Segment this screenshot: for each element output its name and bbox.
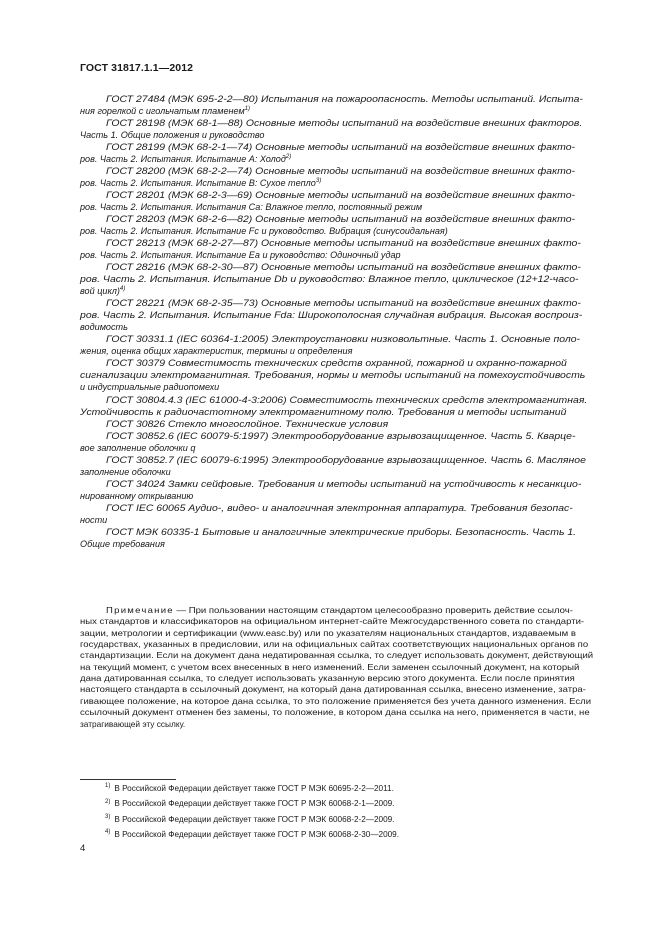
note-line [80, 628, 576, 639]
footnote-separator [80, 779, 176, 780]
note-text: ссылочный документ отменен без замены, то положение, в котором дана ссылка на него, применяется в части, не [80, 707, 590, 718]
reference-line [80, 201, 422, 213]
footnote [105, 798, 394, 809]
note-line [80, 707, 590, 718]
reference-text: ГОСТ IEC 60065 Аудио-, видео- и аналогичная электронная аппаратура. Требования безопас- [106, 502, 573, 513]
reference-text: ров. Часть 2. Испытания. Испытание А: Холод [80, 154, 286, 165]
note-line [80, 719, 185, 730]
reference-line [80, 321, 128, 333]
note-line [80, 639, 588, 650]
footnote-text: В Российской Федерации действует также ГОСТ Р МЭК 60068-2-1—2009. [114, 799, 395, 809]
reference-text: ГОСТ 30804.4.3 (IEC 61000-4-3:2006) Совместимость технических средств электромагнитная. [106, 394, 588, 405]
reference-line [106, 502, 573, 514]
reference-line [80, 285, 125, 297]
reference-text: ГОСТ 30379 Совместимость технических средств охранной, пожарной и охранно-пожарной [106, 358, 567, 369]
reference-line [80, 442, 195, 454]
footnote-text: В Российской Федерации действует также ГОСТ Р МЭК 60068-2-30—2009. [114, 829, 400, 839]
note-text: настоящего стандарта в ссылочный документ, на который дана датированная ссылка, внесено изменение, затра- [80, 684, 586, 695]
reference-line [80, 514, 107, 526]
reference-text: ГОСТ 28203 (МЭК 68-2-6—82) Основные методы испытаний на воздействие внешних факто- [106, 214, 576, 225]
reference-line [80, 309, 582, 321]
reference-text: ГОСТ 28200 (МЭК 68-2-2—74) Основные методы испытаний на воздействие внешних факто- [106, 166, 576, 177]
footnote-mark: 4) [105, 829, 111, 836]
page-number: 4 [80, 843, 86, 854]
footnote-mark: 4) [119, 286, 126, 293]
footnote-mark: 2) [285, 154, 292, 161]
note-text: гивающее положение, на которое дана ссылка, то это положение применяется без учета данного изменения. Если [80, 695, 592, 706]
footnote-mark: 1) [105, 783, 111, 790]
footnote [105, 814, 394, 825]
reference-text: жения, оценка общих характеристик, термины и определения [80, 346, 353, 357]
note-label: Примечание [106, 605, 174, 615]
reference-line [106, 357, 567, 369]
reference-text: ния горелкой с игольчатым пламенем [80, 106, 245, 117]
footnote-mark: 2) [105, 798, 111, 805]
reference-line [80, 153, 291, 165]
reference-line [106, 526, 576, 538]
reference-text: ГОСТ 34024 Замки сейфовые. Требования и методы испытаний на устойчивость к несанкцио- [106, 478, 582, 489]
reference-line [106, 478, 581, 490]
reference-line [106, 430, 575, 442]
footnote-text: В Российской Федерации действует также ГОСТ Р МЭК 60068-2-2—2009. [114, 814, 395, 824]
reference-line [106, 237, 581, 249]
reference-text: ров. Часть 2. Испытания. Испытание Db и руководство: Влажное тепло, циклическое (12+12-часо- [80, 274, 579, 285]
note-text: — При пользовании настоящим стандартом целесообразно проверить действие ссылоч- [173, 605, 573, 615]
note-text: стандартизации. Если на документ дана недатированная ссылка, то следует использовать документ, действующий [80, 650, 594, 661]
reference-line [80, 225, 448, 237]
reference-line [80, 345, 352, 357]
reference-text: вое заполнение оболочки q [80, 442, 196, 453]
reference-line [106, 261, 581, 273]
reference-line [106, 213, 575, 225]
reference-text: ров. Часть 2. Испытания. Испытание Fda: Широкополосная случайная вибрация. Высокая воспроиз- [80, 310, 583, 321]
reference-line [106, 454, 586, 466]
note-text: государствах, указанных в предисловии, или на официальных сайтах соответствующих национальных органов по [80, 639, 589, 650]
reference-line [80, 490, 193, 502]
note-line [80, 696, 591, 707]
reference-text: сигнализации электромагнитная. Требования, нормы и методы испытаний на помехоустойчивость [80, 370, 586, 381]
reference-text: ГОСТ 28216 (МЭК 68-2-30—87) Основные методы испытаний на воздействие внешних факто- [106, 262, 581, 273]
reference-text: ГОСТ 28221 (МЭК 68-2-35—73) Основные методы испытаний на воздействие внешних факто- [106, 298, 581, 309]
reference-text: ГОСТ 28201 (МЭК 68-2-3—69) Основные методы испытаний на воздействие внешних факто- [106, 190, 576, 201]
note-line [80, 684, 586, 695]
footnote-mark: 3) [315, 178, 322, 185]
reference-text: Общие требования [80, 538, 165, 549]
reference-text: ГОСТ 28213 (МЭК 68-2-27—87) Основные методы испытаний на воздействие внешних факто- [106, 238, 581, 249]
reference-line [80, 177, 321, 189]
reference-text: ров. Часть 2. Испытания. Испытание В: Сухое тепло [80, 178, 316, 189]
reference-text: и индустриальные радиопомехи [80, 382, 220, 393]
reference-text: Часть 1. Общие положения и руководство [80, 130, 265, 141]
footnote-mark: 1) [244, 105, 251, 112]
reference-text: ГОСТ 30331.1 (IEC 60364-1:2005) Электроустановки низковольтные. Часть 1. Основные поло- [106, 334, 581, 345]
reference-line [106, 141, 575, 153]
reference-line [106, 117, 582, 129]
note-line [106, 605, 573, 616]
reference-text: ров. Часть 2. Испытания. Испытание Еа и руководство: Одиночный удар [80, 250, 401, 261]
reference-text: водимость [80, 322, 128, 333]
reference-text: Устойчивость к радиочастотному электромагнитному полю. Требования и методы испытаний [80, 406, 567, 417]
reference-text: ГОСТ 30852.6 (IEC 60079-5:1997) Электрооборудование взрывозащищенное. Часть 5. Кварце- [106, 430, 576, 441]
reference-text: ГОСТ 30852.7 (IEC 60079-6:1995) Электрооборудование взрывозащищенное. Часть 6. Масляное [106, 454, 586, 465]
footnote [105, 783, 394, 794]
footnote-mark: 3) [105, 813, 111, 820]
reference-text: ности [80, 514, 108, 525]
reference-line [106, 189, 575, 201]
reference-line [106, 297, 581, 309]
reference-line [80, 249, 401, 261]
reference-line [80, 105, 250, 117]
reference-text: ГОСТ МЭК 60335-1 Бытовые и аналогичные электрические приборы. Безопасность. Часть 1. [106, 526, 577, 537]
reference-line [80, 406, 566, 418]
footnote-text: В Российской Федерации действует также ГОСТ Р МЭК 60695-2-2—2011. [114, 784, 394, 793]
reference-line [80, 381, 219, 393]
reference-line [80, 466, 171, 478]
reference-line [80, 369, 585, 381]
reference-text: ГОСТ 28199 (МЭК 68-2-1—74) Основные методы испытаний на воздействие внешних факто- [106, 142, 576, 153]
reference-line [80, 273, 579, 285]
reference-text: ров. Часть 2. Испытания. Испытания Са: Влажное тепло, постоянный режим [80, 202, 423, 213]
note-text: затрагивающей эту ссылку. [80, 718, 186, 729]
document-header: ГОСТ 31817.1.1—2012 [80, 62, 194, 74]
reference-line [80, 538, 165, 550]
reference-line [80, 129, 265, 141]
reference-line [106, 333, 580, 345]
note-line [80, 662, 579, 673]
reference-text: ГОСТ 28198 (МЭК 68-1—88) Основные методы испытаний на воздействие внешних факторов. [106, 118, 583, 129]
reference-text: ров. Часть 2. Испытания. Испытание Fc и руководство. Вибрация (синусоидальная) [80, 226, 448, 237]
reference-text: ГОСТ 30826 Стекло многослойное. Технические условия [106, 418, 389, 429]
reference-text: нированному открыванию [80, 490, 194, 501]
reference-line [106, 93, 583, 105]
note-text: зации, метрологии и сертификации (www.easc.by) или по указателям национальных стандартов, издаваемым в [80, 627, 576, 638]
footnote [105, 829, 399, 840]
note-line [80, 673, 575, 684]
note-line [80, 650, 593, 661]
note-text: ных стандартов и классификаторов на официальном интернет-сайте Межгосударственного совета по стандарти- [80, 616, 585, 627]
reference-line [106, 394, 587, 406]
reference-line [106, 165, 575, 177]
reference-line [106, 418, 388, 430]
reference-text: вой цикл) [80, 286, 120, 297]
reference-text: ГОСТ 27484 (МЭК 695-2-2—80) Испытания на пожароопасность. Методы испытаний. Испыта- [106, 94, 583, 104]
note-line [80, 616, 584, 627]
note-text: дана датированная ссылка, то следует использовать указанную версию этого документа. Если после принятия [80, 673, 575, 684]
note-text: на текущий момент, с учетом всех внесенных в него изменений. Если заменен ссылочный документ, на который [80, 661, 580, 672]
reference-text: заполнение оболочки [80, 466, 171, 477]
